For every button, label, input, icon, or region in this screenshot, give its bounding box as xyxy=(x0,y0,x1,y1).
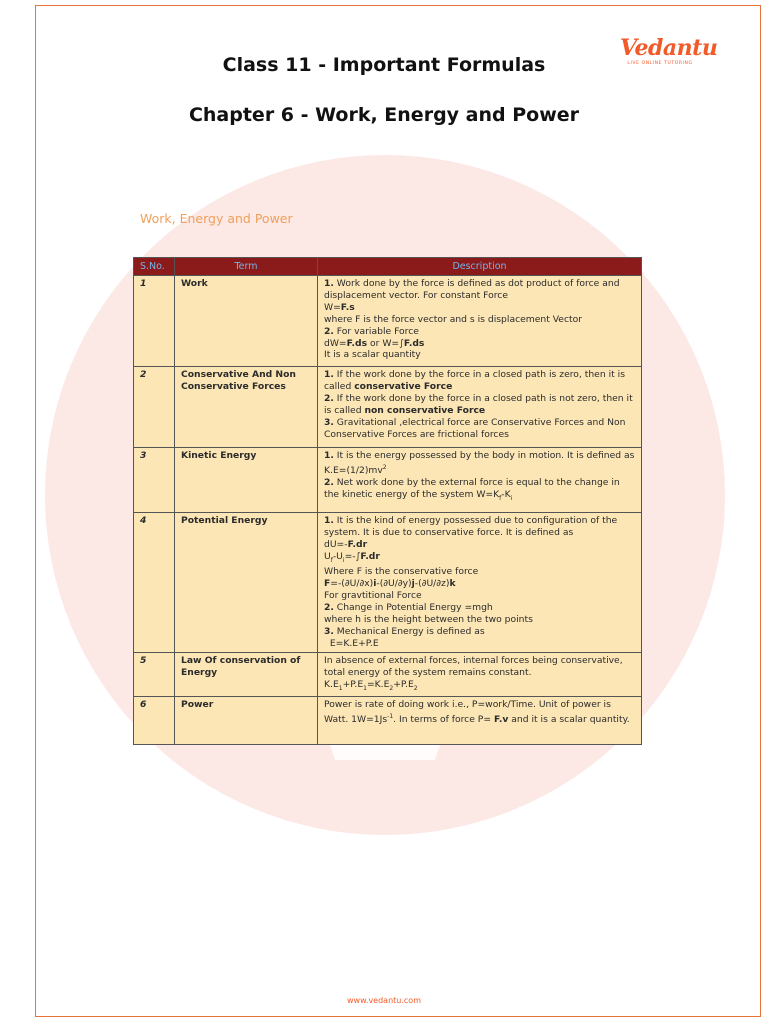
description-line: 2. Net work done by the external force is equal to the change in the kinetic energy of the system $W=K_f-K_i$ xyxy=(324,476,623,502)
description-line: It is a scalar quantity xyxy=(324,349,421,361)
description-line: where F is the force vector and s is displacement Vector xyxy=(324,313,583,325)
row-number: 1 xyxy=(134,276,175,367)
description-line: 3. Gravitational ,electrical force are Conservative Forces and Non Conservative Forces are frictional forces xyxy=(324,416,629,440)
table-row xyxy=(134,367,642,448)
description-line: E=K.E+P.E xyxy=(324,637,379,649)
description-line: 2. For variable Force xyxy=(324,325,419,337)
description-line: 2. Change in Potential Energy =mgh xyxy=(324,602,493,614)
row-description xyxy=(318,276,642,367)
description-line: 2. If the work done by the force in a closed path is not zero, then it is called non conservative Force xyxy=(324,392,636,416)
row-number: 2 xyxy=(134,367,175,448)
description-line: $K.E_1+P.E_1=K.E_2+P.E_2$ xyxy=(324,678,418,692)
description-line: 1. It is the kind of energy possessed due to configuration of the system. It is due to conservative force. It is defined as xyxy=(324,515,621,538)
description-line: In absence of external forces, internal forces being conservative, total energy of the system remains constant. xyxy=(324,654,626,678)
row-term: Law Of conservation of Energy xyxy=(175,652,318,697)
table-row xyxy=(134,697,642,745)
row-term: Potential Energy xyxy=(175,513,318,653)
logo-wordmark: Vedantu xyxy=(620,35,718,61)
table-row xyxy=(134,276,642,367)
row-description xyxy=(318,697,642,745)
row-description xyxy=(318,367,642,448)
table-row xyxy=(134,652,642,697)
row-term: Work xyxy=(175,276,318,367)
row-description xyxy=(318,448,642,513)
logo-tagline: LIVE ONLINE TUTORING xyxy=(627,61,693,66)
table-row xyxy=(134,448,642,513)
row-description xyxy=(318,513,642,653)
row-number: 3 xyxy=(134,448,175,513)
row-number: 6 xyxy=(134,697,175,745)
description-line: 1. Work done by the force is defined as dot product of force and displacement vector. For constant Force xyxy=(324,278,623,301)
page-title: Class 11 - Important Formulas xyxy=(222,54,546,76)
description-line: F=-(∂U/∂x)i-(∂U/∂y)j-(∂U/∂z)k xyxy=(324,578,456,590)
table-header-row xyxy=(134,258,642,276)
footer-url: www.vedantu.com xyxy=(347,996,421,1005)
description-line: dW=F.ds or W=∫F.ds xyxy=(324,337,425,349)
description-line: Where F is the conservative force xyxy=(324,566,479,578)
description-line: where h is the height between the two points xyxy=(324,614,533,626)
description-line: dU=-F.dr xyxy=(324,538,368,550)
row-term: Conservative And Non Conservative Forces xyxy=(175,367,318,448)
description-line: 1. It is the energy possessed by the body in motion. It is defined as xyxy=(324,450,635,461)
table-row xyxy=(134,513,642,653)
chapter-title: Chapter 6 - Work, Energy and Power xyxy=(188,104,580,126)
header-term: Term xyxy=(175,258,318,276)
row-term: Power xyxy=(175,697,318,745)
row-description xyxy=(318,652,642,697)
description-line: 3. Mechanical Energy is defined as xyxy=(324,625,485,637)
formula-table xyxy=(133,257,642,745)
description-line: $U_f-U_i=-\int F.dr$ xyxy=(324,550,380,564)
section-heading: Work, Energy and Power xyxy=(140,211,293,226)
row-number: 4 xyxy=(134,513,175,653)
header-description: Description xyxy=(318,258,642,276)
description-line: W=F.s xyxy=(324,301,355,313)
row-number: 5 xyxy=(134,652,175,697)
description-line: $K.E=(1/2)mv^2$ xyxy=(324,463,387,476)
header-sno: S.No. xyxy=(134,258,175,276)
description-line: Power is rate of doing work i.e., P=work/Time. Unit of power is Watt. $1W=1Js^{-1}$. In terms of force P= F.v and it is a scalar quantity. xyxy=(324,699,630,726)
description-line: 1. If the work done by the force in a closed path is zero, then it is called conservative Force xyxy=(324,369,628,392)
description-line: For gravtitional Force xyxy=(324,590,422,602)
row-term: Kinetic Energy xyxy=(175,448,318,513)
